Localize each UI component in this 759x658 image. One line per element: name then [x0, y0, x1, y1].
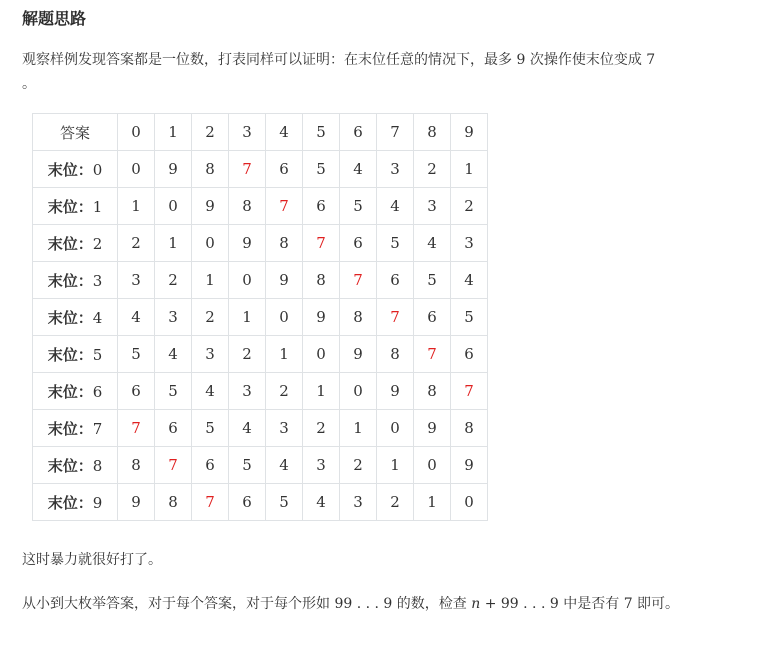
- table-cell: 2: [414, 151, 451, 188]
- table-cell: 9: [303, 299, 340, 336]
- table-cell: 0: [377, 410, 414, 447]
- column-header: 0: [118, 114, 155, 151]
- table-cell: 3: [414, 188, 451, 225]
- table-cell: 5: [266, 484, 303, 521]
- table-corner-header: 答案: [33, 114, 118, 151]
- section-title: 解题思路: [22, 9, 87, 28]
- table-cell: 1: [155, 225, 192, 262]
- table-cell: 0: [266, 299, 303, 336]
- table-cell: 7: [414, 336, 451, 373]
- row-label-digit: 9: [92, 493, 103, 512]
- table-cell: 9: [229, 225, 266, 262]
- table-cell: 4: [414, 225, 451, 262]
- table-cell: 1: [118, 188, 155, 225]
- table-header-row: [33, 114, 488, 151]
- method-paragraph: [22, 592, 742, 616]
- table-cell: 9: [340, 336, 377, 373]
- table-cell: 8: [451, 410, 488, 447]
- target-digit: 7: [646, 52, 656, 68]
- table-cell: 5: [192, 410, 229, 447]
- table-row: [33, 336, 488, 373]
- table-cell: 8: [377, 336, 414, 373]
- table-cell: 8: [155, 484, 192, 521]
- table-cell: 4: [377, 188, 414, 225]
- column-header: 1: [155, 114, 192, 151]
- row-label-prefix: 末位：: [47, 271, 93, 290]
- row-label: [33, 299, 118, 336]
- table-cell: 4: [340, 151, 377, 188]
- row-label-prefix: 末位：: [47, 456, 93, 475]
- table-cell: 8: [303, 262, 340, 299]
- table-cell: 3: [229, 373, 266, 410]
- answer-table: [32, 113, 488, 521]
- table-cell: 4: [266, 447, 303, 484]
- table-cell: 2: [155, 262, 192, 299]
- column-header: 2: [192, 114, 229, 151]
- table-cell: 9: [192, 188, 229, 225]
- table-cell: 6: [377, 262, 414, 299]
- table-cell: 3: [303, 447, 340, 484]
- table-row: [33, 262, 488, 299]
- table-cell: 4: [155, 336, 192, 373]
- nines-expression: 99 . . . 9: [334, 596, 393, 612]
- column-header: 5: [303, 114, 340, 151]
- table-cell: 7: [118, 410, 155, 447]
- observation-text: 观察样例发现答案都是一位数，打表同样可以证明：在末位任意的情况下，最多: [22, 52, 517, 68]
- table-cell: 6: [340, 225, 377, 262]
- table-cell: 6: [266, 151, 303, 188]
- table-cell: 8: [229, 188, 266, 225]
- table-cell: 5: [118, 336, 155, 373]
- table-cell: 5: [451, 299, 488, 336]
- table-cell: 5: [155, 373, 192, 410]
- row-label-prefix: 末位：: [47, 160, 93, 179]
- table-row: [33, 151, 488, 188]
- table-cell: 8: [340, 299, 377, 336]
- table-cell: 2: [118, 225, 155, 262]
- table-cell: 6: [192, 447, 229, 484]
- method-text-mid2: 中是否有: [558, 596, 624, 612]
- table-row: [33, 299, 488, 336]
- table-cell: 9: [451, 447, 488, 484]
- table-cell: 2: [377, 484, 414, 521]
- row-label: [33, 225, 118, 262]
- table-cell: 2: [451, 188, 488, 225]
- table-cell: 0: [303, 336, 340, 373]
- table-cell: 3: [377, 151, 414, 188]
- row-label-prefix: 末位：: [47, 382, 93, 401]
- table-cell: 7: [229, 151, 266, 188]
- table-cell: 0: [451, 484, 488, 521]
- table-row: [33, 373, 488, 410]
- row-label-prefix: 末位：: [47, 493, 93, 512]
- table-cell: 4: [229, 410, 266, 447]
- row-label: [33, 373, 118, 410]
- max-ops-number: 9: [516, 52, 526, 68]
- table-cell: 5: [414, 262, 451, 299]
- table-cell: 4: [303, 484, 340, 521]
- row-label-prefix: 末位：: [47, 308, 93, 327]
- table-cell: 1: [266, 336, 303, 373]
- table-cell: 5: [340, 188, 377, 225]
- table-cell: 0: [118, 151, 155, 188]
- table-cell: 0: [414, 447, 451, 484]
- table-body: [33, 151, 488, 521]
- row-label: [33, 410, 118, 447]
- method-text-mid: 的数，检查: [392, 596, 472, 612]
- row-label-prefix: 末位：: [47, 234, 93, 253]
- table-cell: 2: [266, 373, 303, 410]
- table-cell: 1: [229, 299, 266, 336]
- observation-text-mid: 次操作使末位变成: [525, 52, 647, 68]
- table-cell: 4: [192, 373, 229, 410]
- table-cell: 7: [340, 262, 377, 299]
- table-cell: 9: [377, 373, 414, 410]
- row-label-prefix: 末位：: [47, 197, 93, 216]
- table-cell: 7: [155, 447, 192, 484]
- table-cell: 6: [118, 373, 155, 410]
- table-cell: 3: [192, 336, 229, 373]
- table-cell: 2: [340, 447, 377, 484]
- row-label: [33, 336, 118, 373]
- table-row: [33, 484, 488, 521]
- observation-text-end: 。: [22, 76, 36, 92]
- table-cell: 5: [229, 447, 266, 484]
- table-cell: 2: [229, 336, 266, 373]
- table-cell: 6: [451, 336, 488, 373]
- observation-paragraph: [22, 48, 752, 96]
- row-label-digit: 5: [92, 345, 103, 364]
- row-label-digit: 6: [92, 382, 103, 401]
- table-row: [33, 447, 488, 484]
- table-cell: 3: [118, 262, 155, 299]
- table-cell: 1: [303, 373, 340, 410]
- table-cell: 8: [192, 151, 229, 188]
- check-digit: 7: [623, 596, 633, 612]
- row-label-digit: 4: [92, 308, 103, 327]
- row-label-digit: 8: [92, 456, 103, 475]
- table-cell: 1: [340, 410, 377, 447]
- sum-expression: + 99 . . . 9: [480, 596, 559, 612]
- table-cell: 8: [266, 225, 303, 262]
- table-cell: 6: [229, 484, 266, 521]
- row-label-digit: 2: [92, 234, 103, 253]
- brute-force-paragraph: 这时暴力就很好打了。: [22, 552, 162, 568]
- table-cell: 2: [192, 299, 229, 336]
- table-cell: 8: [118, 447, 155, 484]
- table-row: [33, 188, 488, 225]
- table-cell: 0: [340, 373, 377, 410]
- table-cell: 3: [340, 484, 377, 521]
- table-cell: 5: [377, 225, 414, 262]
- table-cell: 0: [155, 188, 192, 225]
- row-label-digit: 1: [92, 197, 103, 216]
- column-header: 9: [451, 114, 488, 151]
- row-label-prefix: 末位：: [47, 345, 93, 364]
- column-header: 3: [229, 114, 266, 151]
- row-label: [33, 484, 118, 521]
- table-cell: 5: [303, 151, 340, 188]
- table-row: [33, 410, 488, 447]
- table-row: [33, 225, 488, 262]
- row-label-digit: 0: [92, 160, 103, 179]
- table-cell: 1: [377, 447, 414, 484]
- row-label-digit: 7: [92, 419, 103, 438]
- table-cell: 1: [414, 484, 451, 521]
- row-label: [33, 151, 118, 188]
- column-header: 7: [377, 114, 414, 151]
- variable-n: n: [471, 596, 481, 612]
- table-cell: 9: [118, 484, 155, 521]
- table-cell: 6: [414, 299, 451, 336]
- table-cell: 3: [451, 225, 488, 262]
- table-cell: 7: [451, 373, 488, 410]
- table-cell: 4: [118, 299, 155, 336]
- table-cell: 6: [303, 188, 340, 225]
- table-cell: 6: [155, 410, 192, 447]
- table-cell: 8: [414, 373, 451, 410]
- column-header: 8: [414, 114, 451, 151]
- row-label: [33, 188, 118, 225]
- table-cell: 7: [266, 188, 303, 225]
- table-cell: 9: [266, 262, 303, 299]
- table-cell: 3: [266, 410, 303, 447]
- table-cell: 1: [451, 151, 488, 188]
- table-cell: 4: [451, 262, 488, 299]
- row-label-digit: 3: [92, 271, 103, 290]
- method-text: 从小到大枚举答案，对于每个答案，对于每个形如: [22, 596, 335, 612]
- table-cell: 3: [155, 299, 192, 336]
- column-header: 4: [266, 114, 303, 151]
- table-cell: 9: [414, 410, 451, 447]
- table-cell: 7: [303, 225, 340, 262]
- table-cell: 7: [377, 299, 414, 336]
- table-cell: 2: [303, 410, 340, 447]
- table-cell: 0: [229, 262, 266, 299]
- table-cell: 1: [192, 262, 229, 299]
- row-label-prefix: 末位：: [47, 419, 93, 438]
- method-text-end: 即可。: [632, 596, 680, 612]
- row-label: [33, 262, 118, 299]
- row-label: [33, 447, 118, 484]
- table-cell: 0: [192, 225, 229, 262]
- table-cell: 7: [192, 484, 229, 521]
- column-header: 6: [340, 114, 377, 151]
- table-cell: 9: [155, 151, 192, 188]
